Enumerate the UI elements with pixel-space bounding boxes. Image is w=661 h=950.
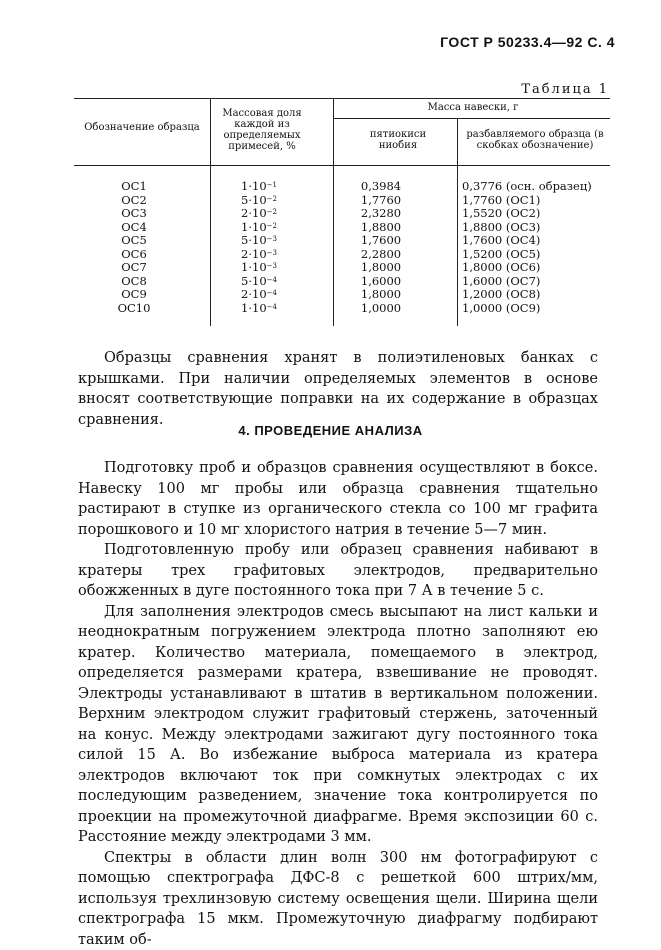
cell-diluted-mass: 1,8800 (ОС3): [462, 221, 612, 234]
table-top-rule: [74, 98, 610, 99]
fraction-base: 1·10: [241, 260, 267, 274]
cell-fraction: [214, 180, 304, 193]
cell-sample: ОС5: [84, 234, 184, 247]
fraction-base: 1·10: [241, 301, 267, 315]
cell-niobium-mass: 2,3280: [336, 207, 426, 220]
fraction-base: 5·10: [241, 193, 267, 207]
cell-niobium-mass: 1,8800: [336, 221, 426, 234]
cell-sample: ОС1: [84, 180, 184, 193]
table-subheader-rule: [333, 118, 610, 119]
fraction-exponent: −4: [267, 303, 277, 311]
fraction-exponent: −2: [267, 208, 277, 216]
header-niobium: пятиокиси ниобия: [350, 129, 446, 151]
cell-sample: ОС2: [84, 194, 184, 207]
cell-niobium-mass: 2,2800: [336, 248, 426, 261]
cell-diluted-mass: 1,2000 (ОС8): [462, 288, 612, 301]
header-fraction: Массовая доля каждой из определяемых примесей, %: [220, 108, 304, 152]
cell-diluted-mass: 1,6000 (ОС7): [462, 275, 612, 288]
cell-diluted-mass: 1,0000 (ОС9): [462, 302, 612, 315]
cell-sample: ОС9: [84, 288, 184, 301]
cell-sample: ОС10: [84, 302, 184, 315]
paragraph: Для заполнения электродов смесь высыпают на лист кальки и неоднократным погружением электрода плотно заполняют ею кратер. Количество материала, помещаемого в электрод, определяется размерами кратера, взвешивание не проводят. Электроды устанавливают в штатив в вертикальном положении. Верхним электродом служит графитовый стержень, заточенный на конус. Между электродами зажигают дугу постоянного тока силой 15 А. Во избежание выброса материала из кратера электродов включают ток при сомкнутых электродах с их последующим разведением, значение тока контролируется по проекции на промежуточной диафрагме. Время экспозиции 60 с. Расстояние между электродами 3 мм.: [78, 602, 598, 848]
table-column-divider: [210, 98, 211, 326]
cell-fraction: [214, 194, 304, 207]
fraction-base: 5·10: [241, 233, 267, 247]
fraction-base: 1·10: [241, 220, 267, 234]
cell-diluted-mass: 1,5520 (ОС2): [462, 207, 612, 220]
fraction-exponent: −2: [267, 195, 277, 203]
fraction-base: 2·10: [241, 206, 267, 220]
fraction-exponent: −4: [267, 276, 277, 284]
fraction-base: 2·10: [241, 247, 267, 261]
fraction-exponent: −3: [267, 262, 277, 270]
header-diluted: разбавляемого образца (в скобках обозначение): [462, 129, 608, 151]
cell-sample: ОС3: [84, 207, 184, 220]
cell-sample: ОС7: [84, 261, 184, 274]
fraction-exponent: −1: [267, 181, 277, 189]
cell-niobium-mass: 1,6000: [336, 275, 426, 288]
cell-fraction: [214, 275, 304, 288]
paragraph: Спектры в области длин волн 300 нм фотографируют с помощью спектрографа ДФС-8 с решеткой 600 штрих/мм, используя трехлинзовую систему освещения щели. Ширина щели спектрографа 15 мкм. Промежуточную диафрагму подбирают таким об-: [78, 848, 598, 950]
cell-sample: ОС8: [84, 275, 184, 288]
cell-diluted-mass: 1,5200 (ОС5): [462, 248, 612, 261]
cell-niobium-mass: 1,0000: [336, 302, 426, 315]
cell-fraction: [214, 261, 304, 274]
cell-diluted-mass: 0,3776 (осн. образец): [462, 180, 612, 193]
cell-niobium-mass: 1,8000: [336, 288, 426, 301]
cell-niobium-mass: 1,7760: [336, 194, 426, 207]
cell-diluted-mass: 1,8000 (ОС6): [462, 261, 612, 274]
fraction-base: 1·10: [241, 179, 267, 193]
storage-paragraph: Образцы сравнения хранят в полиэтиленовых банках с крышками. При наличии определяемых элементов в основе вносят соответствующие поправки на их содержание в образцах сравнения.: [78, 348, 598, 430]
cell-niobium-mass: 1,8000: [336, 261, 426, 274]
cell-diluted-mass: 1,7600 (ОС4): [462, 234, 612, 247]
table-column-divider: [457, 119, 458, 326]
cell-sample: ОС6: [84, 248, 184, 261]
fraction-base: 2·10: [241, 287, 267, 301]
paragraph: Подготовку проб и образцов сравнения осуществляют в боксе. Навеску 100 мг пробы или образца сравнения тщательно растирают в ступке из органического стекла со 100 мг графита порошкового и 10 мг хлористого натрия в течение 5—7 мин.: [78, 458, 598, 540]
table-column-divider: [333, 98, 334, 326]
section-title: 4. ПРОВЕДЕНИЕ АНАЛИЗА: [0, 423, 661, 438]
cell-sample: ОС4: [84, 221, 184, 234]
cell-diluted-mass: 1,7760 (ОС1): [462, 194, 612, 207]
cell-fraction: [214, 302, 304, 315]
cell-niobium-mass: 0,3984: [336, 180, 426, 193]
document-reference: ГОСТ Р 50233.4—92 С. 4: [440, 34, 615, 50]
table-header-rule: [74, 165, 610, 166]
fraction-exponent: −3: [267, 235, 277, 243]
cell-fraction: [214, 234, 304, 247]
fraction-exponent: −3: [267, 249, 277, 257]
cell-fraction: [214, 248, 304, 261]
fraction-exponent: −4: [267, 289, 277, 297]
header-sample: Обозначение образца: [84, 122, 200, 133]
table-caption: Таблица 1: [521, 82, 609, 97]
fraction-base: 5·10: [241, 274, 267, 288]
cell-fraction: [214, 221, 304, 234]
section-body: [78, 458, 598, 950]
fraction-exponent: −2: [267, 222, 277, 230]
cell-fraction: [214, 288, 304, 301]
paragraph: Подготовленную пробу или образец сравнения набивают в кратеры трех графитовых электродов, предварительно обожженных в дуге постоянного тока при 7 А в течение 5 с.: [78, 540, 598, 602]
cell-fraction: [214, 207, 304, 220]
header-mass-group: Масса навески, г: [336, 102, 610, 113]
cell-niobium-mass: 1,7600: [336, 234, 426, 247]
